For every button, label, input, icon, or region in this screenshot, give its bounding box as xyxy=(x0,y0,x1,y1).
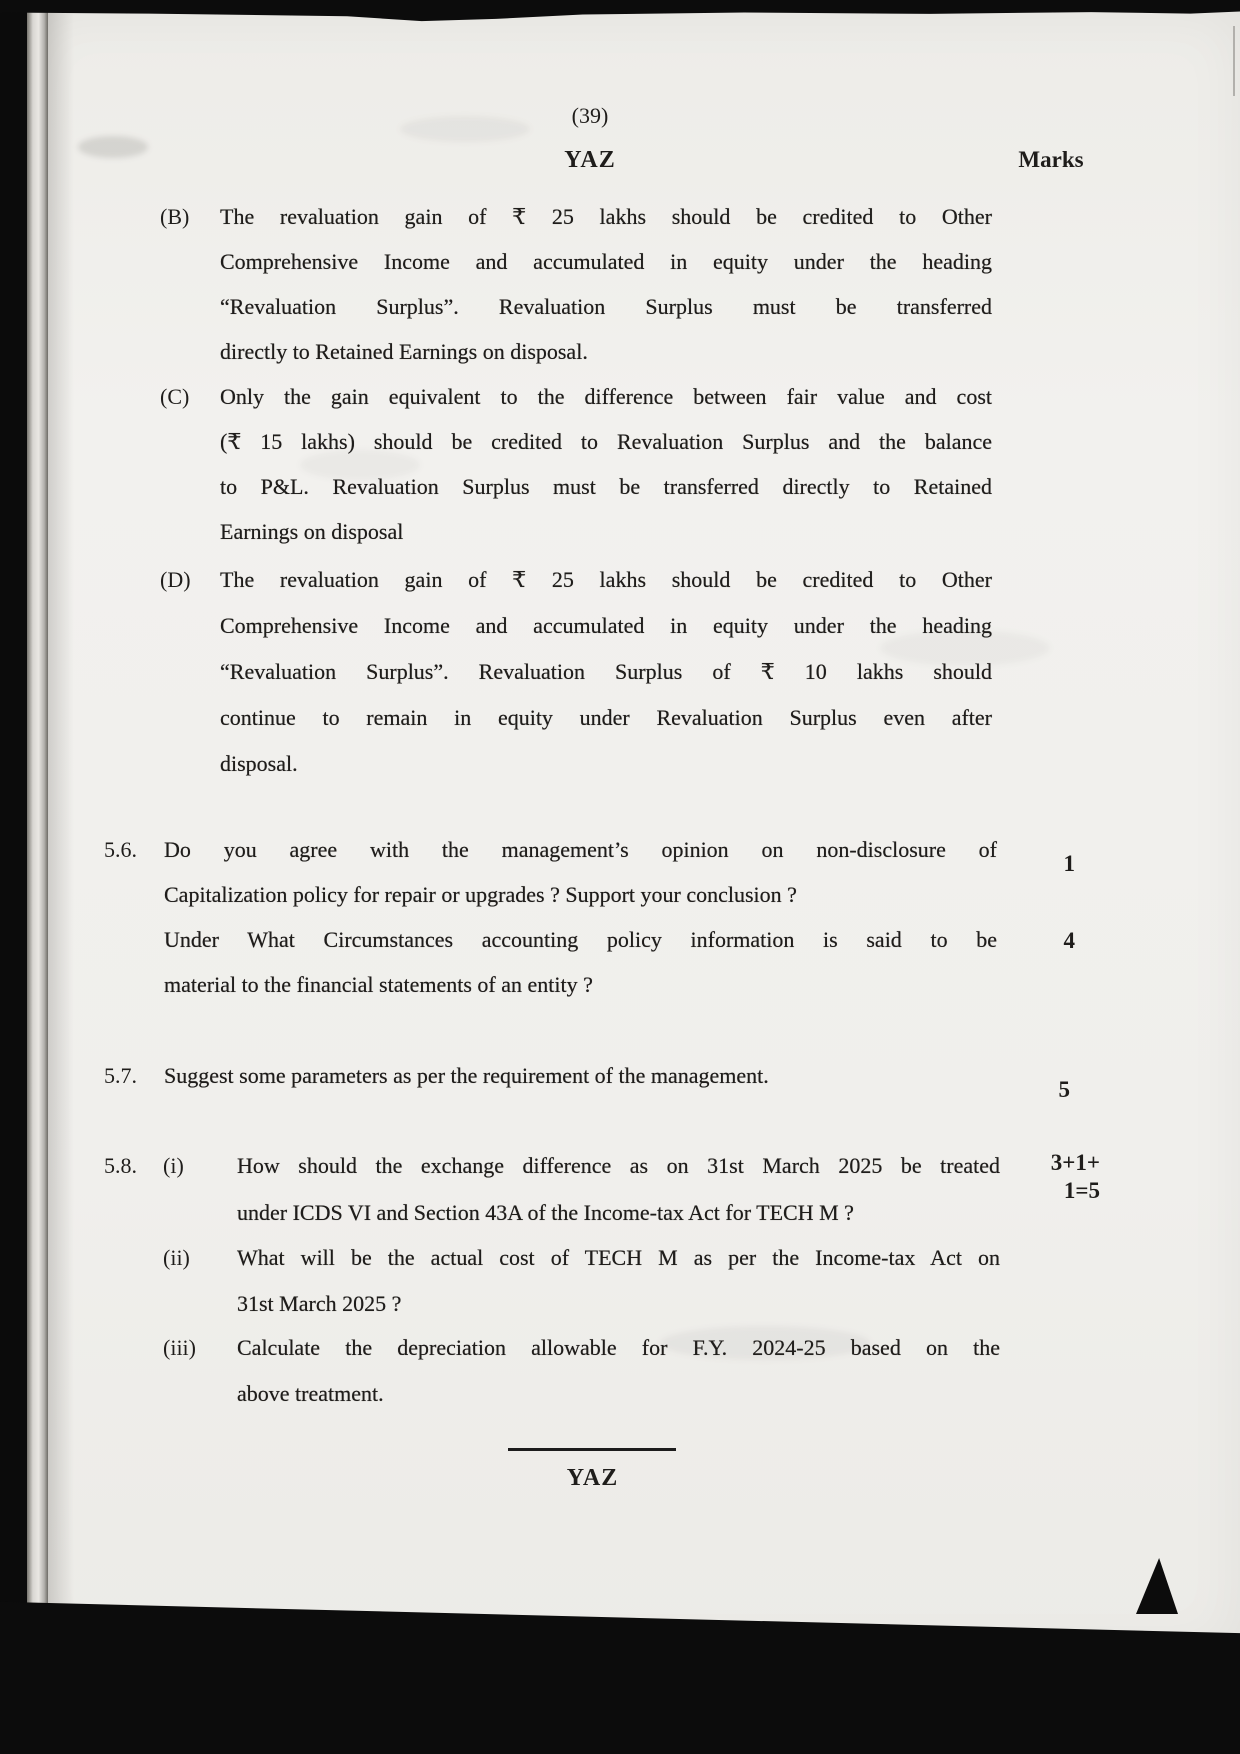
text-line: (₹ 15 lakhs) should be credited to Revaluation Surplus and the balance xyxy=(220,429,992,454)
page-number: (39) xyxy=(571,103,609,128)
text-line: Calculate the depreciation allowable for F.Y. 2024-25 based on the xyxy=(237,1335,1000,1360)
text-line: How should the exchange difference as on 31st March 2025 be treated xyxy=(237,1153,1000,1178)
text-line: What will be the actual cost of TECH M as per the Income-tax Act on xyxy=(237,1245,1000,1270)
marks-value-5-8-a: 3+1+ xyxy=(1050,1150,1100,1175)
text-line: under ICDS VI and Section 43A of the Income-tax Act for TECH M ? xyxy=(237,1200,854,1225)
marks-value-5-6-b: 4 xyxy=(1063,928,1075,953)
question-number-5-6: 5.6. xyxy=(104,837,137,862)
page-stack-edge xyxy=(27,0,48,1754)
text-line: 31st March 2025 ? xyxy=(237,1291,402,1316)
text-line: Capitalization policy for repair or upgrades ? Support your conclusion ? xyxy=(164,882,797,907)
marks-value-5-8-b: 1=5 xyxy=(1063,1178,1100,1203)
subpart-label-iii: (iii) xyxy=(163,1335,196,1360)
text-line: Do you agree with the management’s opinion on non-disclosure of xyxy=(164,837,997,862)
question-number-5-8: 5.8. xyxy=(104,1153,137,1178)
text-line: Under What Circumstances accounting policy information is said to be xyxy=(164,927,997,952)
text-line: disposal. xyxy=(220,751,298,776)
option-label-c: (C) xyxy=(160,384,190,409)
marks-value-5-7: 5 xyxy=(1058,1077,1070,1102)
text-line: “Revaluation Surplus”. Revaluation Surplus of ₹ 10 lakhs should xyxy=(220,659,992,684)
question-number-5-7: 5.7. xyxy=(104,1063,137,1088)
text-line: Suggest some parameters as per the requirement of the management. xyxy=(164,1063,769,1088)
text-line: to P&L. Revaluation Surplus must be transferred directly to Retained xyxy=(220,474,992,499)
text-line: Comprehensive Income and accumulated in equity under the heading xyxy=(220,613,992,638)
paper-code-footer: YAZ xyxy=(566,1465,619,1491)
text-line: continue to remain in equity under Revaluation Surplus even after xyxy=(220,705,992,730)
scan-right-edge-line xyxy=(1233,26,1235,96)
subpart-label-i: (i) xyxy=(163,1153,184,1178)
paper-code-header: YAZ xyxy=(564,147,616,173)
text-line: above treatment. xyxy=(237,1381,384,1406)
text-line: “Revaluation Surplus”. Revaluation Surplus must be transferred xyxy=(220,294,992,319)
footer-rule xyxy=(508,1448,676,1451)
option-label-d: (D) xyxy=(160,567,191,592)
marks-value-5-6-a: 1 xyxy=(1063,851,1075,876)
text-line: Comprehensive Income and accumulated in equity under the heading xyxy=(220,249,992,274)
marks-column-header: Marks xyxy=(1018,147,1084,172)
text-line: material to the financial statements of an entity ? xyxy=(164,972,593,997)
text-line: The revaluation gain of ₹ 25 lakhs should be credited to Other xyxy=(220,204,992,229)
paper-left-shadow xyxy=(48,11,74,1656)
text-line: directly to Retained Earnings on disposal. xyxy=(220,339,588,364)
text-line: Earnings on disposal xyxy=(220,519,404,544)
option-label-b: (B) xyxy=(160,204,190,229)
scan-bottom-fill xyxy=(0,1700,1240,1754)
text-line: Only the gain equivalent to the difference between fair value and cost xyxy=(220,384,992,409)
subpart-label-ii: (ii) xyxy=(163,1245,190,1270)
scan-left-margin xyxy=(0,0,27,1754)
text-line: The revaluation gain of ₹ 25 lakhs should be credited to Other xyxy=(220,567,992,592)
